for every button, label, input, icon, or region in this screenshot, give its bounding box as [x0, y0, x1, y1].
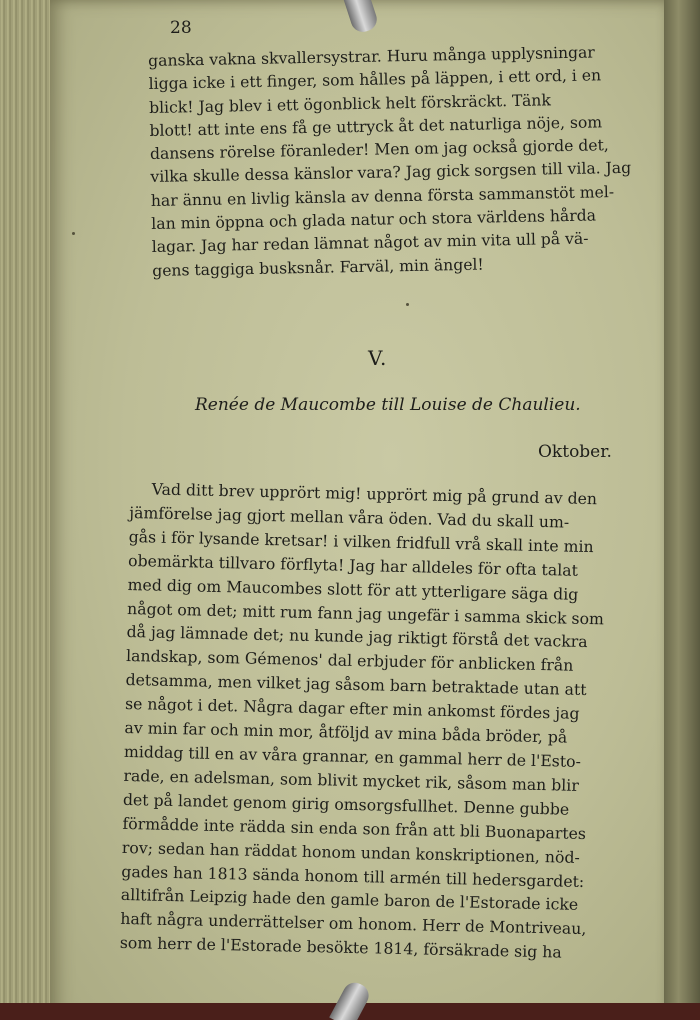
text-line: detsamma, men vilket jag såsom barn betraktade utan att: [125, 670, 587, 700]
text-line: blott! att inte ens få ge uttryck åt det naturliga nöje, som: [149, 113, 603, 140]
text-line: haft några underrättelser om honom. Herr de Montriveau,: [120, 909, 587, 939]
page-number: 28: [170, 18, 192, 38]
text-line: obemärkta tillvaro förflyta! Jag har alldeles för ofta talat: [127, 550, 579, 580]
text-line: av min far och min mor, åtföljd av mina båda bröder, på: [124, 718, 568, 747]
text-line: blick! Jag blev i ett ögonblick helt förskräckt. Tänk: [148, 90, 551, 117]
text-line: gås i för lysande kretsar! i vilken fridfull vrå skall inte min: [128, 526, 594, 556]
text-line: det på landet genom girig omsorgsfullhet. Denne gubbe: [122, 789, 570, 819]
text-line: Vad ditt brev upprört mig! upprört mig på grund av den: [151, 479, 598, 509]
text-line: dansens rörelse föranleder! Men om jag också gjorde det,: [149, 136, 609, 164]
text-line: ligga icke i ett finger, som hålles på läppen, i ett ord, i en: [148, 66, 602, 94]
paper-speck: [406, 303, 409, 306]
paragraph-2: [120, 477, 635, 966]
paper-speck: [72, 232, 75, 235]
text-line: landskap, som Gémenos' dal erbjuder för anblicken från: [125, 646, 574, 676]
page-right-edge: [664, 0, 700, 1020]
text-line: middag till en av våra grannar, en gammal herr de l'Esto-: [123, 741, 582, 771]
text-line: vilka skulle dessa känslor vara? Jag gick sorgsen till vila. Jag: [150, 159, 632, 187]
text-line: med dig om Maucombes slott för att ytterligare säga dig: [127, 574, 579, 604]
text-line: då jag lämnade det; nu kunde jag riktigt förstå det vackra: [126, 622, 588, 652]
text-line: som herr de l'Estorade besökte 1814, försäkrade sig ha: [119, 933, 562, 962]
text-line: alltifrån Leipzig hade den gamle baron de l'Estorade icke: [120, 885, 579, 915]
text-line: lan min öppna och glada natur och stora världens hårda: [151, 206, 597, 234]
chapter-number: V.: [368, 346, 388, 370]
paragraph-1: [148, 40, 647, 282]
text-line: gades han 1813 sända honom till armén till hedersgardet:: [121, 861, 585, 891]
text-line: har ännu en livlig känsla av denna första sammanstöt mel-: [150, 182, 615, 210]
letter-date: Oktober.: [538, 442, 612, 462]
text-line: ganska vakna skvallersystrar. Huru många upplysningar: [148, 43, 595, 70]
text-line: något om det; mitt rum fann jag ungefär i samma skick som: [126, 598, 605, 628]
text-line: gens taggiga busksnår. Farväl, min ängel!: [152, 255, 484, 280]
letter-heading: Renée de Maucombe till Louise de Chaulieu.: [195, 395, 581, 415]
text-line: se något i det. Några dagar efter min ankomst fördes jag: [124, 694, 580, 724]
text-line: förmådde inte rädda sin enda son från att bli Buonapartes: [122, 813, 587, 843]
text-line: lagar. Jag har redan lämnat något av min vita ull på vä-: [151, 229, 589, 257]
text-line: rov; sedan han räddat honom undan konskriptionen, nöd-: [121, 837, 580, 867]
text-line: rade, en adelsman, som blivit mycket rik, såsom man blir: [123, 765, 580, 795]
text-line: jämförelse jag gjort mellan våra öden. Vad du skall um-: [129, 502, 570, 532]
